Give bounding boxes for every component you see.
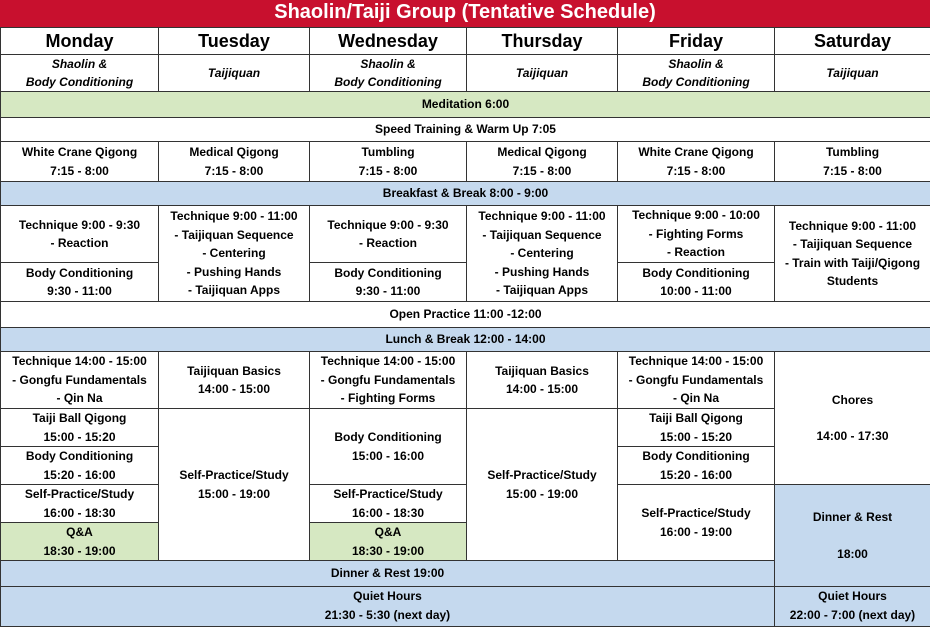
taijiquan-basics-tuesday: Taijiquan Basics 14:00 - 15:00 xyxy=(159,352,310,409)
qigong-tuesday: Medical Qigong 7:15 - 8:00 xyxy=(159,142,310,182)
lunch-block: Lunch & Break 12:00 - 14:00 xyxy=(1,328,930,352)
speed-training-block: Speed Training & Warm Up 7:05 xyxy=(1,118,930,142)
focus-wednesday: Shaolin & Body Conditioning xyxy=(310,55,467,92)
taijiquan-basics-thursday: Taijiquan Basics 14:00 - 15:00 xyxy=(467,352,618,409)
dinner-saturday: Dinner & Rest 18:00 xyxy=(775,485,930,587)
taiji-ball-monday: Taiji Ball Qigong 15:00 - 15:20 xyxy=(1,409,159,447)
meditation-block: Meditation 6:00 xyxy=(1,92,930,118)
chores-saturday: Chores 14:00 - 17:30 xyxy=(775,352,930,485)
qa-monday: Q&A 18:30 - 19:00 xyxy=(1,523,159,561)
dinner-block: Dinner & Rest 19:00 xyxy=(1,561,775,587)
self-practice-wednesday: Self-Practice/Study 16:00 - 18:30 xyxy=(310,485,467,523)
afternoon-technique-wednesday: Technique 14:00 - 15:00 - Gongfu Fundamentals - Fighting Forms xyxy=(310,352,467,409)
qigong-monday: White Crane Qigong 7:15 - 8:00 xyxy=(1,142,159,182)
afternoon-conditioning-monday: Body Conditioning 15:20 - 16:00 xyxy=(1,447,159,485)
afternoon-technique-friday: Technique 14:00 - 15:00 - Gongfu Fundamentals - Qin Na xyxy=(618,352,775,409)
day-header-row xyxy=(1,28,930,55)
qa-wednesday: Q&A 18:30 - 19:00 xyxy=(310,523,467,561)
day-thursday: Thursday xyxy=(467,28,618,55)
self-practice-monday: Self-Practice/Study 16:00 - 18:30 xyxy=(1,485,159,523)
morning-technique-saturday: Technique 9:00 - 11:00 - Taijiquan Sequence - Train with Taiji/Qigong Students xyxy=(775,206,930,302)
conditioning-wednesday: Body Conditioning 15:00 - 16:00 xyxy=(310,409,467,485)
afternoon-row-4 xyxy=(1,485,930,523)
afternoon-technique-monday: Technique 14:00 - 15:00 - Gongfu Fundamentals - Qin Na xyxy=(1,352,159,409)
taiji-ball-friday: Taiji Ball Qigong 15:00 - 15:20 xyxy=(618,409,775,447)
morning-technique-tuesday: Technique 9:00 - 11:00 - Taijiquan Sequence - Centering - Pushing Hands - Taijiquan Apps xyxy=(159,206,310,302)
morning-qigong-row xyxy=(1,142,930,182)
schedule-title: Shaolin/Taiji Group (Tentative Schedule) xyxy=(0,0,930,27)
morning-conditioning-friday: Body Conditioning 10:00 - 11:00 xyxy=(618,263,775,302)
day-friday: Friday xyxy=(618,28,775,55)
day-wednesday: Wednesday xyxy=(310,28,467,55)
morning-technique-thursday: Technique 9:00 - 11:00 - Taijiquan Sequence - Centering - Pushing Hands - Taijiquan Apps xyxy=(467,206,618,302)
afternoon-row-1 xyxy=(1,352,930,409)
day-monday: Monday xyxy=(1,28,159,55)
qigong-thursday: Medical Qigong 7:15 - 8:00 xyxy=(467,142,618,182)
quiet-hours-saturday: Quiet Hours 22:00 - 7:00 (next day) xyxy=(775,587,930,627)
day-tuesday: Tuesday xyxy=(159,28,310,55)
morning-technique-monday: Technique 9:00 - 9:30 - Reaction xyxy=(1,206,159,263)
morning-technique-row xyxy=(1,206,930,263)
quiet-hours-block: Quiet Hours 21:30 - 5:30 (next day) xyxy=(1,587,775,627)
day-saturday: Saturday xyxy=(775,28,930,55)
morning-conditioning-monday: Body Conditioning 9:30 - 11:00 xyxy=(1,263,159,302)
morning-technique-wednesday: Technique 9:00 - 9:30 - Reaction xyxy=(310,206,467,263)
focus-tuesday: Taijiquan xyxy=(159,55,310,92)
afternoon-conditioning-friday: Body Conditioning 15:20 - 16:00 xyxy=(618,447,775,485)
schedule-table xyxy=(0,27,930,627)
focus-monday: Shaolin & Body Conditioning xyxy=(1,55,159,92)
self-practice-tuesday: Self-Practice/Study 15:00 - 19:00 xyxy=(159,409,310,561)
focus-friday: Shaolin & Body Conditioning xyxy=(618,55,775,92)
breakfast-block: Breakfast & Break 8:00 - 9:00 xyxy=(1,182,930,206)
morning-conditioning-wednesday: Body Conditioning 9:30 - 11:00 xyxy=(310,263,467,302)
self-practice-thursday: Self-Practice/Study 15:00 - 19:00 xyxy=(467,409,618,561)
open-practice-block: Open Practice 11:00 -12:00 xyxy=(1,302,930,328)
focus-row xyxy=(1,55,930,92)
qigong-friday: White Crane Qigong 7:15 - 8:00 xyxy=(618,142,775,182)
qigong-saturday: Tumbling 7:15 - 8:00 xyxy=(775,142,930,182)
focus-saturday: Taijiquan xyxy=(775,55,930,92)
self-practice-friday: Self-Practice/Study 16:00 - 19:00 xyxy=(618,485,775,561)
focus-thursday: Taijiquan xyxy=(467,55,618,92)
qigong-wednesday: Tumbling 7:15 - 8:00 xyxy=(310,142,467,182)
morning-technique-friday: Technique 9:00 - 10:00 - Fighting Forms - Reaction xyxy=(618,206,775,263)
